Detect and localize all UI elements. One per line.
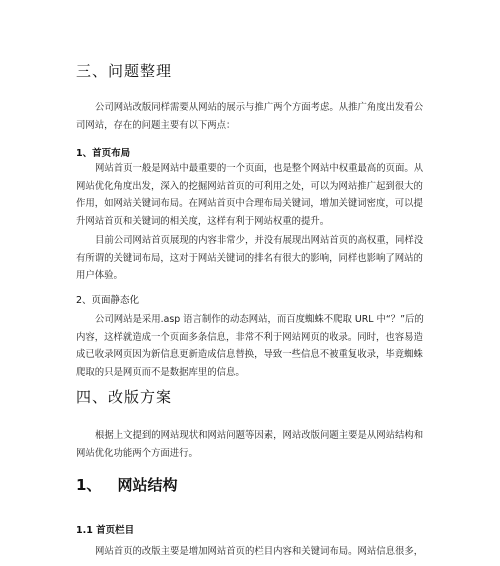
text-line: 网站优化角度出发，深入的挖掘网站首页的可利用之处，可以为网站推广起到很大的 (76, 180, 423, 192)
subheading-page-static: 2、页面静态化 (76, 295, 140, 306)
paragraph-homepage (76, 160, 424, 230)
subheading-homepage-column: 1.1 首页栏目 (76, 525, 135, 536)
paragraph-intro (76, 99, 424, 134)
text-line: 公司网站改版同样需要从网站的展示与推广两个方面考虑。从推广角度出发看公 (95, 102, 424, 113)
text-line: 升网站首页和关键词的相关度，这样有利于网站权重的提升。 (76, 215, 330, 227)
text-line: 司网站，存在的问题主要有以下两点： (76, 119, 236, 131)
text-line: 网站首页一般是网站中最重要的一个页面，也是整个网站中权重最高的页面。从 (95, 163, 424, 174)
heading-text: 网站结构 (117, 476, 178, 494)
section-title-plan: 四、改版方案 (76, 388, 173, 406)
paragraph-static (76, 311, 424, 381)
text-line: 爬取的只是网页而不是数据库里的信息。 (76, 366, 245, 378)
paragraph-plan (76, 427, 424, 462)
subheading-homepage-layout: 1、首页布局 (76, 148, 131, 159)
section-title-problems: 三、问题整理 (76, 62, 173, 80)
paragraph-current-state (76, 232, 424, 285)
text-line: 有所谓的关键词布局，这对于网站关键词的排名有很大的影响，同样也影响了网站的 (76, 252, 423, 264)
heading-number: 1、 (76, 476, 102, 494)
text-line: 网站首页的改版主要是增加网站首页的栏目内容和关键词布局。网站信息很多， (95, 546, 424, 557)
text-line: 目前公司网站首页展现的内容非常少，并没有展现出网站首页的高权重，同样没 (95, 235, 424, 246)
heading-website-structure (76, 474, 177, 495)
text-line: 公司网站是采用.asp 语言制作的动态网站，而百度蜘蛛不爬取 URL 中“？”后的 (95, 314, 424, 325)
text-line: 用户体验。 (76, 270, 123, 281)
text-line: 作用，如网站关键词布局。在网站首页中合理布局关键词，增加关键词密度，可以提 (76, 198, 423, 209)
text-line: 内容，这样就造成一个页面多条信息，非常不利于网站网页的收录。同时，也容易造 (76, 331, 423, 343)
paragraph-column (76, 543, 424, 561)
text-line: 成已收录网页因为新信息更新造成信息替换，导致一些信息不被重复收录，毕竟蜘蛛 (76, 349, 423, 360)
text-line: 网站优化功能两个方面进行。 (76, 447, 198, 459)
text-line: 根据上文提到的网站现状和网站问题等因素，网站改版问题主要是从网站结构和 (95, 430, 424, 441)
